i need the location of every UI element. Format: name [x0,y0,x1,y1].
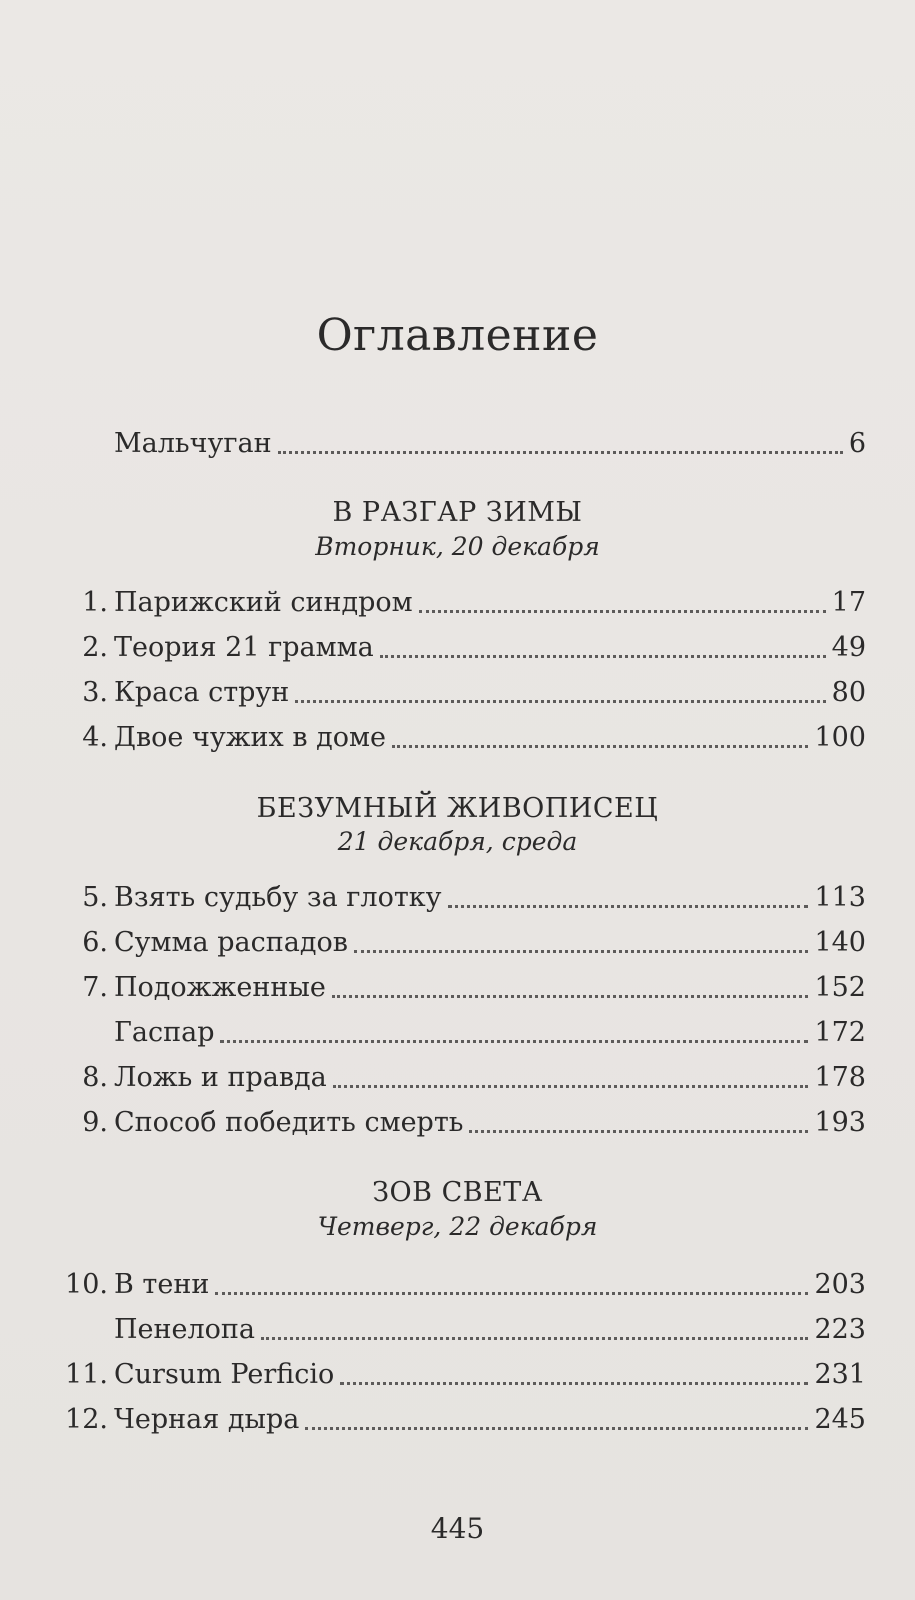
toc-entry-page: 80 [831,677,866,708]
toc-entry-page: 245 [814,1404,866,1435]
toc-entry[interactable] [50,1397,866,1437]
toc-entry-title: Краса струн [114,677,290,708]
toc-entry-page: 140 [814,927,866,958]
section-subheading: Четверг, 22 декабря [317,1212,598,1241]
toc-entry[interactable] [50,580,866,620]
toc-entry-number: 4. [82,722,108,753]
toc-entry-page: 152 [814,972,866,1003]
toc-entry-title: Парижский синдром [114,587,413,618]
toc-entry[interactable] [50,1055,866,1095]
toc-dot-leader [215,1292,808,1295]
toc-entry-title: Сумма распадов [114,927,348,958]
toc-entry[interactable] [50,625,866,665]
toc-dot-leader [305,1427,808,1430]
toc-dot-leader [261,1337,808,1340]
toc-entry[interactable] [50,1352,866,1392]
toc-entry-number: 10. [65,1269,108,1300]
toc-dot-leader [295,700,825,703]
toc-dot-leader [469,1130,808,1133]
toc-entry-title: Двое чужих в доме [114,722,386,753]
toc-entry-page: 172 [814,1017,866,1048]
toc-entry-number: 9. [82,1107,108,1138]
toc-dot-leader [380,655,826,658]
toc-entry[interactable] [50,1307,866,1347]
toc-entry[interactable] [50,875,866,915]
section-subheading: 21 декабря, среда [337,827,578,856]
toc-entry-number: 12. [65,1404,108,1435]
toc-dot-leader [332,995,809,998]
section-subheading: Вторник, 20 декабря [315,532,600,561]
toc-entry-page: 17 [831,587,866,618]
toc-entry-number: 3. [82,677,108,708]
toc-entry[interactable] [50,421,866,461]
section-heading: БЕЗУМНЫЙ ЖИВОПИСЕЦ [256,793,659,824]
toc-entry-title: Взять судьбу за глотку [114,882,442,913]
page-title: Оглавление [316,310,599,361]
toc-entry-page: 231 [814,1359,866,1390]
toc-dot-leader [333,1085,809,1088]
toc-entry-number: 1. [82,587,108,618]
toc-entry-title: Черная дыра [114,1404,300,1435]
toc-entry-title: Пенелопа [114,1314,255,1345]
toc-entry-page: 178 [814,1062,866,1093]
toc-entry-number: 11. [65,1359,108,1390]
toc-entry-title: Ложь и правда [114,1062,327,1093]
toc-entry-title: Гаспар [114,1017,215,1048]
toc-dot-leader [340,1382,808,1385]
toc-dot-leader [448,905,809,908]
toc-entry-page: 49 [831,632,866,663]
toc-entry[interactable] [50,1100,866,1140]
section-heading: В РАЗГАР ЗИМЫ [332,497,583,528]
toc-entry[interactable] [50,920,866,960]
toc-entry[interactable] [50,1262,866,1302]
toc-entry-number: 8. [82,1062,108,1093]
toc-entry-page: 113 [814,882,866,913]
toc-entry[interactable] [50,715,866,755]
toc-dot-leader [419,610,826,613]
toc-entry-number: 2. [82,632,108,663]
toc-entry-title: Cursum Perficio [114,1359,335,1390]
toc-dot-leader [278,451,843,454]
toc-dot-leader [354,950,809,953]
toc-dot-leader [392,745,808,748]
toc-entry-number: 7. [82,972,108,1003]
toc-entry-page: 203 [814,1269,866,1300]
section-heading: ЗОВ СВЕТА [372,1177,543,1208]
toc-entry-title: Способ победить смерть [114,1107,464,1138]
toc-entry-number: 6. [82,927,108,958]
toc-entry-title: Теория 21 грамма [114,632,374,663]
toc-entry[interactable] [50,1010,866,1050]
toc-entry-title: Подожженные [114,972,326,1003]
toc-entry-page: 100 [814,722,866,753]
toc-entry[interactable] [50,670,866,710]
toc-entry-title: В тени [114,1269,210,1300]
toc-entry-number: 5. [82,882,108,913]
toc-entry-page: 223 [814,1314,866,1345]
page-number: 445 [430,1512,485,1545]
toc-entry-page: 193 [814,1107,866,1138]
toc-dot-leader [220,1040,808,1043]
toc-entry-page: 6 [848,428,866,459]
toc-entry-title: Мальчуган [114,428,272,459]
toc-entry[interactable] [50,965,866,1005]
